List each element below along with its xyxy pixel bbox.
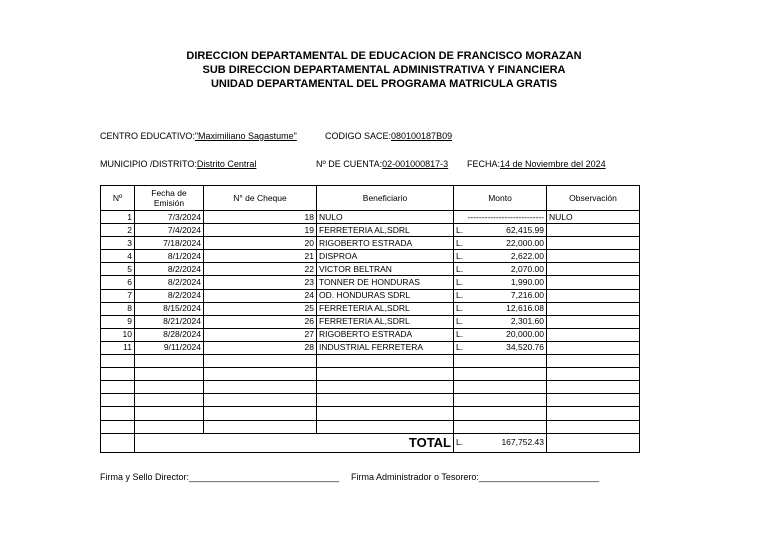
cell-monto xyxy=(454,211,547,224)
table-row xyxy=(101,341,640,354)
empty-row xyxy=(101,381,640,394)
cell-numero: 3 xyxy=(101,237,135,250)
cell-cheque: 18 xyxy=(204,211,317,224)
header-beneficiario: Beneficiario xyxy=(317,186,454,211)
empty-cell xyxy=(547,394,640,407)
table-row xyxy=(101,224,640,237)
cell-fecha: 7/3/2024 xyxy=(135,211,204,224)
empty-cell xyxy=(547,420,640,433)
municipio-value: Distrito Central xyxy=(196,159,257,169)
fecha xyxy=(467,159,606,169)
empty-cell xyxy=(204,368,317,381)
monto-wrap xyxy=(456,212,544,223)
empty-cell xyxy=(317,355,454,368)
header-observacion: Observación xyxy=(547,186,640,211)
empty-row xyxy=(101,394,640,407)
table-row xyxy=(101,276,640,289)
cell-beneficiario: FERRETERIA AL,SDRL xyxy=(317,315,454,328)
cell-beneficiario: RIGOBERTO ESTRADA xyxy=(317,328,454,341)
table-row xyxy=(101,302,640,315)
table-row xyxy=(101,328,640,341)
centro-label: CENTRO EDUCATIVO: xyxy=(100,131,195,141)
empty-cell xyxy=(101,407,135,420)
cell-observacion xyxy=(547,341,640,354)
empty-cell xyxy=(101,394,135,407)
centro-educativo xyxy=(100,131,297,141)
monto-wrap xyxy=(456,290,544,301)
table-row xyxy=(101,250,640,263)
cell-beneficiario: NULO xyxy=(317,211,454,224)
cell-monto xyxy=(454,276,547,289)
monto-currency: L. xyxy=(456,342,464,353)
cell-numero: 10 xyxy=(101,328,135,341)
cell-cheque: 22 xyxy=(204,263,317,276)
cell-beneficiario: INDUSTRIAL FERRETERA xyxy=(317,341,454,354)
header-line-3: UNIDAD DEPARTAMENTAL DEL PROGRAMA MATRICULA GRATIS xyxy=(210,78,558,90)
cell-numero: 11 xyxy=(101,341,135,354)
total-observacion xyxy=(547,433,640,452)
cell-fecha: 8/1/2024 xyxy=(135,250,204,263)
cell-numero: 4 xyxy=(101,250,135,263)
monto-wrap xyxy=(456,316,544,327)
empty-cell xyxy=(135,407,204,420)
cell-cheque: 28 xyxy=(204,341,317,354)
cell-observacion xyxy=(547,276,640,289)
total-currency: L. xyxy=(456,437,464,448)
cell-observacion: NULO xyxy=(547,211,640,224)
sace-label: CODIGO SACE: xyxy=(325,131,392,141)
empty-row xyxy=(101,420,640,433)
empty-cell xyxy=(547,381,640,394)
empty-cell xyxy=(101,381,135,394)
header-monto: Monto xyxy=(454,186,547,211)
table-row xyxy=(101,289,640,302)
cell-fecha: 7/18/2024 xyxy=(135,237,204,250)
cell-beneficiario: RIGOBERTO ESTRADA xyxy=(317,237,454,250)
monto-currency: L. xyxy=(456,290,464,301)
empty-cell xyxy=(204,355,317,368)
monto-value: 34,520.76 xyxy=(506,342,544,353)
empty-cell xyxy=(317,368,454,381)
empty-cell xyxy=(101,355,135,368)
cell-fecha: 7/4/2024 xyxy=(135,224,204,237)
empty-cell xyxy=(101,420,135,433)
monto-currency: L. xyxy=(456,263,464,274)
empty-cell xyxy=(204,394,317,407)
firma-director: Firma y Sello Director:______________________________ xyxy=(100,472,340,482)
cell-numero: 6 xyxy=(101,276,135,289)
sace-value: 080100187B09 xyxy=(391,131,453,141)
monto-currency: L. xyxy=(456,277,464,288)
empty-cell xyxy=(317,381,454,394)
monto-wrap xyxy=(456,303,544,314)
empty-cell xyxy=(547,407,640,420)
cell-fecha: 8/2/2024 xyxy=(135,289,204,302)
cell-cheque: 20 xyxy=(204,237,317,250)
monto-value: 2,070.00 xyxy=(510,263,544,274)
monto-currency: L. xyxy=(456,329,464,340)
monto-currency: L. xyxy=(456,316,464,327)
cell-cheque: 26 xyxy=(204,315,317,328)
empty-cell xyxy=(135,394,204,407)
header-numero: Nº xyxy=(101,186,135,211)
cell-cheque: 19 xyxy=(204,224,317,237)
empty-cell xyxy=(547,355,640,368)
cell-cheque: 24 xyxy=(204,289,317,302)
empty-cell xyxy=(547,368,640,381)
centro-value: "Maximiliano Sagastume" xyxy=(194,131,297,141)
fecha-value: 14 de Noviembre del 2024 xyxy=(500,159,606,169)
cell-numero: 8 xyxy=(101,302,135,315)
municipio xyxy=(100,159,256,169)
cuenta-label: Nº DE CUENTA: xyxy=(316,159,383,169)
monto-wrap xyxy=(456,225,544,236)
monto-value: 22,000.00 xyxy=(506,237,544,248)
cell-observacion xyxy=(547,263,640,276)
empty-row xyxy=(101,407,640,420)
cuenta-value: 02-001000817-3 xyxy=(382,159,449,169)
cell-cheque: 27 xyxy=(204,328,317,341)
monto-wrap xyxy=(456,277,544,288)
monto-wrap xyxy=(456,342,544,353)
total-row xyxy=(101,433,640,452)
table-row xyxy=(101,263,640,276)
cell-observacion xyxy=(547,315,640,328)
numero-cuenta xyxy=(316,159,448,169)
monto-wrap xyxy=(456,264,544,275)
total-empty-cell xyxy=(101,433,135,452)
header-line-2: SUB DIRECCION DEPARTAMENTAL ADMINISTRATIVA Y FINANCIERA xyxy=(202,64,566,76)
cell-observacion xyxy=(547,224,640,237)
monto-currency: L. xyxy=(456,237,464,248)
empty-cell xyxy=(454,407,547,420)
cell-monto xyxy=(454,224,547,237)
monto-value: 2,622.00 xyxy=(510,250,544,261)
empty-cell xyxy=(101,368,135,381)
empty-cell xyxy=(317,420,454,433)
cell-numero: 1 xyxy=(101,211,135,224)
monto-value: 62,415.99 xyxy=(506,224,544,235)
cell-cheque: 21 xyxy=(204,250,317,263)
cell-fecha: 8/21/2024 xyxy=(135,315,204,328)
monto-value: 20,000.00 xyxy=(506,329,544,340)
table-row xyxy=(101,237,640,250)
empty-cell xyxy=(135,355,204,368)
empty-cell xyxy=(454,368,547,381)
cell-cheque: 25 xyxy=(204,302,317,315)
cell-monto xyxy=(454,237,547,250)
empty-cell xyxy=(454,355,547,368)
fecha-label: FECHA: xyxy=(467,159,501,169)
cell-observacion xyxy=(547,250,640,263)
cell-fecha: 8/15/2024 xyxy=(135,302,204,315)
cell-numero: 7 xyxy=(101,289,135,302)
cell-beneficiario: OD. HONDURAS SDRL xyxy=(317,289,454,302)
monto-wrap xyxy=(456,238,544,249)
empty-cell xyxy=(317,407,454,420)
cell-observacion xyxy=(547,237,640,250)
municipio-label: MUNICIPIO /DISTRITO: xyxy=(100,159,197,169)
empty-cell xyxy=(204,381,317,394)
cell-monto xyxy=(454,289,547,302)
cell-fecha: 8/2/2024 xyxy=(135,263,204,276)
empty-row xyxy=(101,355,640,368)
cell-monto xyxy=(454,315,547,328)
cell-monto xyxy=(454,250,547,263)
cell-observacion xyxy=(547,328,640,341)
cell-monto xyxy=(454,328,547,341)
cheques-table xyxy=(100,185,640,453)
cell-beneficiario: TONNER DE HONDURAS xyxy=(317,276,454,289)
empty-cell xyxy=(135,420,204,433)
cell-cheque: 23 xyxy=(204,276,317,289)
empty-cell xyxy=(135,368,204,381)
monto-currency: L. xyxy=(456,224,464,235)
cell-fecha: 8/2/2024 xyxy=(135,276,204,289)
cell-beneficiario: FERRETERIA AL,SDRL xyxy=(317,302,454,315)
codigo-sace xyxy=(325,131,452,141)
monto-currency: L. xyxy=(456,303,464,314)
empty-cell xyxy=(454,394,547,407)
header-line-1: DIRECCION DEPARTAMENTAL DE EDUCACION DE FRANCISCO MORAZAN xyxy=(186,50,582,62)
cell-numero: 5 xyxy=(101,263,135,276)
monto-value: 2,301.60 xyxy=(510,316,544,327)
total-monto xyxy=(454,433,547,452)
table-header-row xyxy=(101,186,640,211)
monto-currency: L. xyxy=(456,250,464,261)
monto-value: 12,616.08 xyxy=(506,303,544,314)
empty-cell xyxy=(454,420,547,433)
empty-cell xyxy=(135,381,204,394)
header-fecha-emision: Fecha de Emisión xyxy=(135,186,204,211)
header-numero-cheque: N° de Cheque xyxy=(204,186,317,211)
cell-beneficiario: FERRETERIA AL,SDRL xyxy=(317,224,454,237)
cell-fecha: 9/11/2024 xyxy=(135,341,204,354)
monto-wrap xyxy=(456,329,544,340)
cell-monto xyxy=(454,263,547,276)
cell-beneficiario: DISPROA xyxy=(317,250,454,263)
empty-cell xyxy=(204,407,317,420)
empty-cell xyxy=(204,420,317,433)
monto-wrap xyxy=(456,251,544,262)
cell-monto xyxy=(454,302,547,315)
monto-value: 7,216.00 xyxy=(510,290,544,301)
cell-observacion xyxy=(547,289,640,302)
firma-administrador: Firma Administrador o Tesorero:________________________ xyxy=(351,472,600,482)
total-monto-wrap xyxy=(456,437,544,448)
cell-numero: 2 xyxy=(101,224,135,237)
empty-cell xyxy=(454,381,547,394)
cell-observacion xyxy=(547,302,640,315)
empty-row xyxy=(101,368,640,381)
total-label: TOTAL xyxy=(135,433,454,452)
empty-cell xyxy=(317,394,454,407)
monto-value: --------------------------- xyxy=(467,211,544,222)
cell-numero: 9 xyxy=(101,315,135,328)
table-row xyxy=(101,315,640,328)
cell-monto xyxy=(454,341,547,354)
cell-fecha: 8/28/2024 xyxy=(135,328,204,341)
monto-value: 1,990.00 xyxy=(510,277,544,288)
total-value: 167,752.43 xyxy=(501,437,544,448)
table-row xyxy=(101,211,640,224)
cell-beneficiario: VICTOR BELTRAN xyxy=(317,263,454,276)
